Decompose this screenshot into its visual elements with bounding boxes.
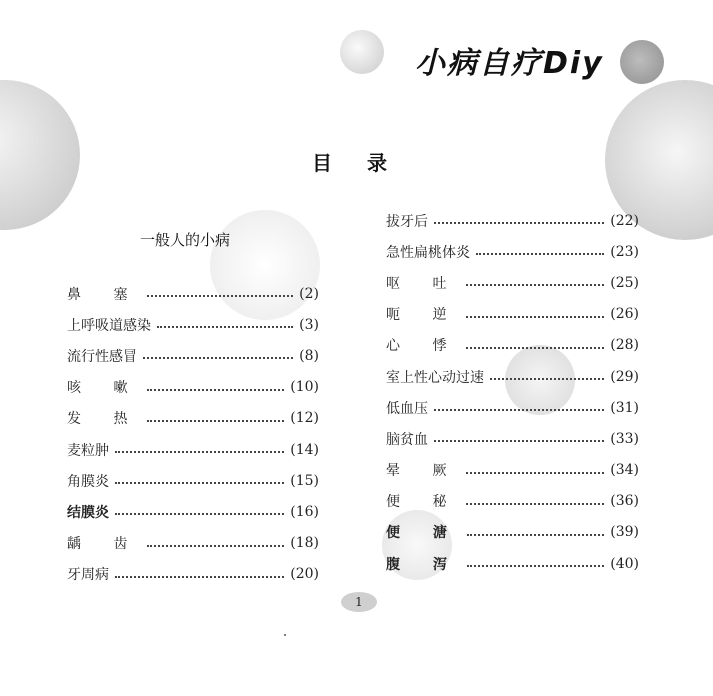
dot-leader (476, 252, 604, 255)
toc-entry-title: 上呼吸道感染 (67, 317, 151, 334)
toc-entry-page: (14) (290, 441, 319, 458)
dot-leader (157, 325, 293, 328)
toc-entry-title: 牙周病 (67, 567, 109, 584)
toc-entry-page: (16) (290, 503, 319, 520)
toc-entry-page: (40) (610, 555, 639, 572)
dot-leader (434, 221, 604, 224)
dot-leader (434, 408, 604, 411)
dot-leader (467, 564, 604, 567)
toc-entry[interactable] (67, 340, 319, 371)
toc-entry-title: 麦粒肿 (67, 442, 109, 459)
toc-entry[interactable] (386, 517, 639, 548)
toc-entry-page: (22) (610, 212, 639, 229)
toc-entry-page: (25) (610, 274, 639, 291)
toc-entry-page: (10) (290, 379, 319, 396)
toc-entry-title: 呃 逆 (386, 307, 461, 324)
toc-entry-title: 急性扁桃体炎 (386, 244, 470, 261)
toc-entry[interactable] (386, 205, 639, 236)
toc-entry[interactable] (67, 559, 319, 590)
toc-entry-page: (18) (290, 535, 319, 552)
toc-entry-page: (8) (299, 347, 319, 364)
toc-entry-title: 便 秘 (386, 494, 461, 511)
toc-entry-title: 晕 厥 (386, 463, 461, 480)
toc-entry-page: (29) (610, 368, 639, 385)
print-speck (284, 634, 286, 636)
toc-entry[interactable] (386, 548, 639, 579)
page-number: 1 (341, 592, 377, 612)
toc-entry[interactable] (67, 465, 319, 496)
dot-leader (147, 544, 284, 547)
toc-column-right (386, 205, 639, 579)
toc-entry[interactable] (386, 236, 639, 267)
toc-entry[interactable] (67, 403, 319, 434)
dot-leader (147, 294, 293, 297)
toc-entry[interactable] (67, 496, 319, 527)
toc-entry[interactable] (67, 309, 319, 340)
toc-entry-title: 便 溏 (386, 525, 461, 542)
dot-leader (466, 502, 604, 505)
toc-entry-title: 呕 吐 (386, 275, 461, 292)
dot-leader (466, 315, 604, 318)
toc-entry-page: (26) (610, 306, 639, 323)
book-series-title: 小病自疗Diy (415, 46, 604, 81)
toc-entry[interactable] (386, 486, 639, 517)
toc-entry-page: (34) (610, 462, 639, 479)
toc-column-left (67, 278, 319, 590)
toc-entry-page: (12) (290, 410, 319, 427)
toc-entry[interactable] (386, 299, 639, 330)
dot-leader (115, 512, 284, 515)
toc-entry-page: (2) (299, 285, 319, 302)
dot-leader (467, 533, 604, 536)
toc-entry-title: 发 热 (67, 411, 142, 428)
toc-entry-title: 流行性感冒 (67, 348, 137, 365)
dot-leader (466, 471, 604, 474)
toc-entry-title: 脑贫血 (386, 431, 428, 448)
toc-entry[interactable] (386, 330, 639, 361)
toc-entry[interactable] (67, 528, 319, 559)
toc-entry-title: 结膜炎 (67, 504, 109, 521)
toc-entry-page: (33) (610, 430, 639, 447)
section-heading: 一般人的小病 (140, 231, 231, 249)
dot-leader (466, 283, 604, 286)
toc-entry-page: (31) (610, 399, 639, 416)
toc-title: 目 录 (312, 151, 401, 175)
dot-leader (434, 439, 604, 442)
toc-entry-page: (39) (610, 524, 639, 541)
toc-entry[interactable] (67, 278, 319, 309)
toc-entry-page: (23) (610, 243, 639, 260)
toc-entry-title: 拔牙后 (386, 213, 428, 230)
toc-entry[interactable] (386, 267, 639, 298)
dot-leader (466, 346, 604, 349)
dot-leader (147, 388, 284, 391)
dot-leader (143, 356, 293, 359)
toc-entry[interactable] (386, 392, 639, 423)
dot-leader (147, 419, 284, 422)
toc-entry-title: 低血压 (386, 400, 428, 417)
dot-leader (115, 575, 284, 578)
toc-entry-page: (20) (290, 566, 319, 583)
toc-entry-page: (36) (610, 493, 639, 510)
toc-entry[interactable] (386, 361, 639, 392)
dot-leader (115, 450, 284, 453)
toc-entry[interactable] (386, 455, 639, 486)
toc-entry[interactable] (67, 372, 319, 403)
dot-leader (115, 481, 284, 484)
toc-entry-title: 角膜炎 (67, 473, 109, 490)
toc-entry[interactable] (386, 423, 639, 454)
toc-entry-title: 室上性心动过速 (386, 369, 484, 386)
toc-entry-title: 咳 嗽 (67, 380, 142, 397)
toc-entry[interactable] (67, 434, 319, 465)
dot-leader (490, 377, 604, 380)
toc-entry-page: (15) (290, 472, 319, 489)
toc-entry-title: 鼻 塞 (67, 286, 142, 303)
toc-entry-title: 心 悸 (386, 338, 461, 355)
toc-entry-title: 腹 泻 (386, 556, 461, 573)
toc-entry-page: (28) (610, 337, 639, 354)
toc-entry-title: 龋 齿 (67, 536, 142, 553)
decorative-bubble (340, 30, 384, 74)
toc-entry-page: (3) (299, 316, 319, 333)
